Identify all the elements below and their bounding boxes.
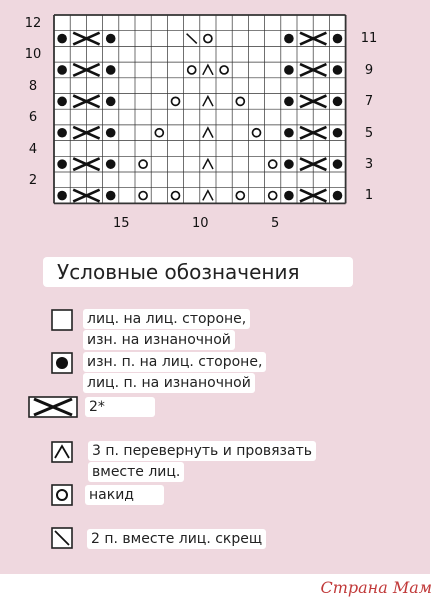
empty-square-icon: [51, 309, 75, 333]
purl-dot-mark: [284, 65, 294, 75]
column-number-5: 5: [271, 216, 280, 231]
purl-dot-mark: [284, 159, 294, 169]
purl-dot-mark: [333, 159, 343, 169]
purl-dot-mark: [106, 191, 116, 201]
row-number-4: 4: [28, 142, 38, 157]
row-number-3: 3: [364, 157, 374, 172]
site-watermark: Страна Мам: [320, 578, 432, 597]
column-number-10: 10: [192, 216, 209, 231]
row-number-11: 11: [360, 31, 378, 46]
purl-dot-mark: [284, 128, 294, 138]
row-number-1: 1: [364, 188, 374, 203]
yarn-over-icon: [51, 484, 75, 508]
legend-text-knit-1: лиц. на лиц. стороне,: [83, 309, 250, 329]
row-number-2: 2: [28, 173, 38, 188]
purl-dot-mark: [333, 34, 343, 44]
purl-dot-mark: [57, 159, 67, 169]
row-number-10: 10: [24, 47, 42, 62]
purl-dot-mark: [57, 97, 67, 107]
purl-dot-mark: [57, 191, 67, 201]
purl-dot-mark: [106, 159, 116, 169]
purl-dot-mark: [57, 65, 67, 75]
legend-title: Условные обозначения: [43, 257, 353, 287]
row-number-12: 12: [24, 16, 42, 31]
legend-text-purl-2: лиц. п. на изнаночной: [83, 373, 255, 393]
legend-text-yo: накид: [85, 485, 164, 505]
purl-dot-mark: [284, 97, 294, 107]
legend-text-knit-2: изн. на изнаночной: [83, 330, 235, 350]
purl-dot-mark: [57, 34, 67, 44]
purl-dot-mark: [106, 65, 116, 75]
purl-dot-mark: [284, 34, 294, 44]
purl-dot-mark: [106, 97, 116, 107]
purl-dot-mark: [333, 97, 343, 107]
ssk-slash-icon: [51, 527, 75, 551]
purl-dot-mark: [333, 128, 343, 138]
row-number-8: 8: [28, 79, 38, 94]
purl-dot-mark: [333, 191, 343, 201]
purl-dot-mark: [106, 128, 116, 138]
purl-dot-mark: [284, 191, 294, 201]
purl-dot-icon: [51, 352, 75, 376]
k2tog-caret-icon: [51, 441, 75, 465]
legend-text-purl-1: изн. п. на лиц. стороне,: [83, 352, 266, 372]
purl-dot-mark: [106, 34, 116, 44]
row-number-9: 9: [364, 63, 374, 78]
cross-cable-icon: [28, 396, 78, 418]
legend-text-ssk: 2 п. вместе лиц. скрещ: [87, 529, 266, 549]
purl-dot-mark: [333, 65, 343, 75]
legend-text-cross: 2*: [85, 397, 155, 417]
legend-text-k2tog-1: 3 п. перевернуть и провязать: [88, 441, 316, 461]
purl-dot-mark: [57, 128, 67, 138]
legend-text-k2tog-2: вместе лиц.: [88, 462, 184, 482]
column-number-15: 15: [113, 216, 130, 231]
row-number-7: 7: [364, 94, 374, 109]
row-number-6: 6: [28, 110, 38, 125]
row-number-5: 5: [364, 126, 374, 141]
